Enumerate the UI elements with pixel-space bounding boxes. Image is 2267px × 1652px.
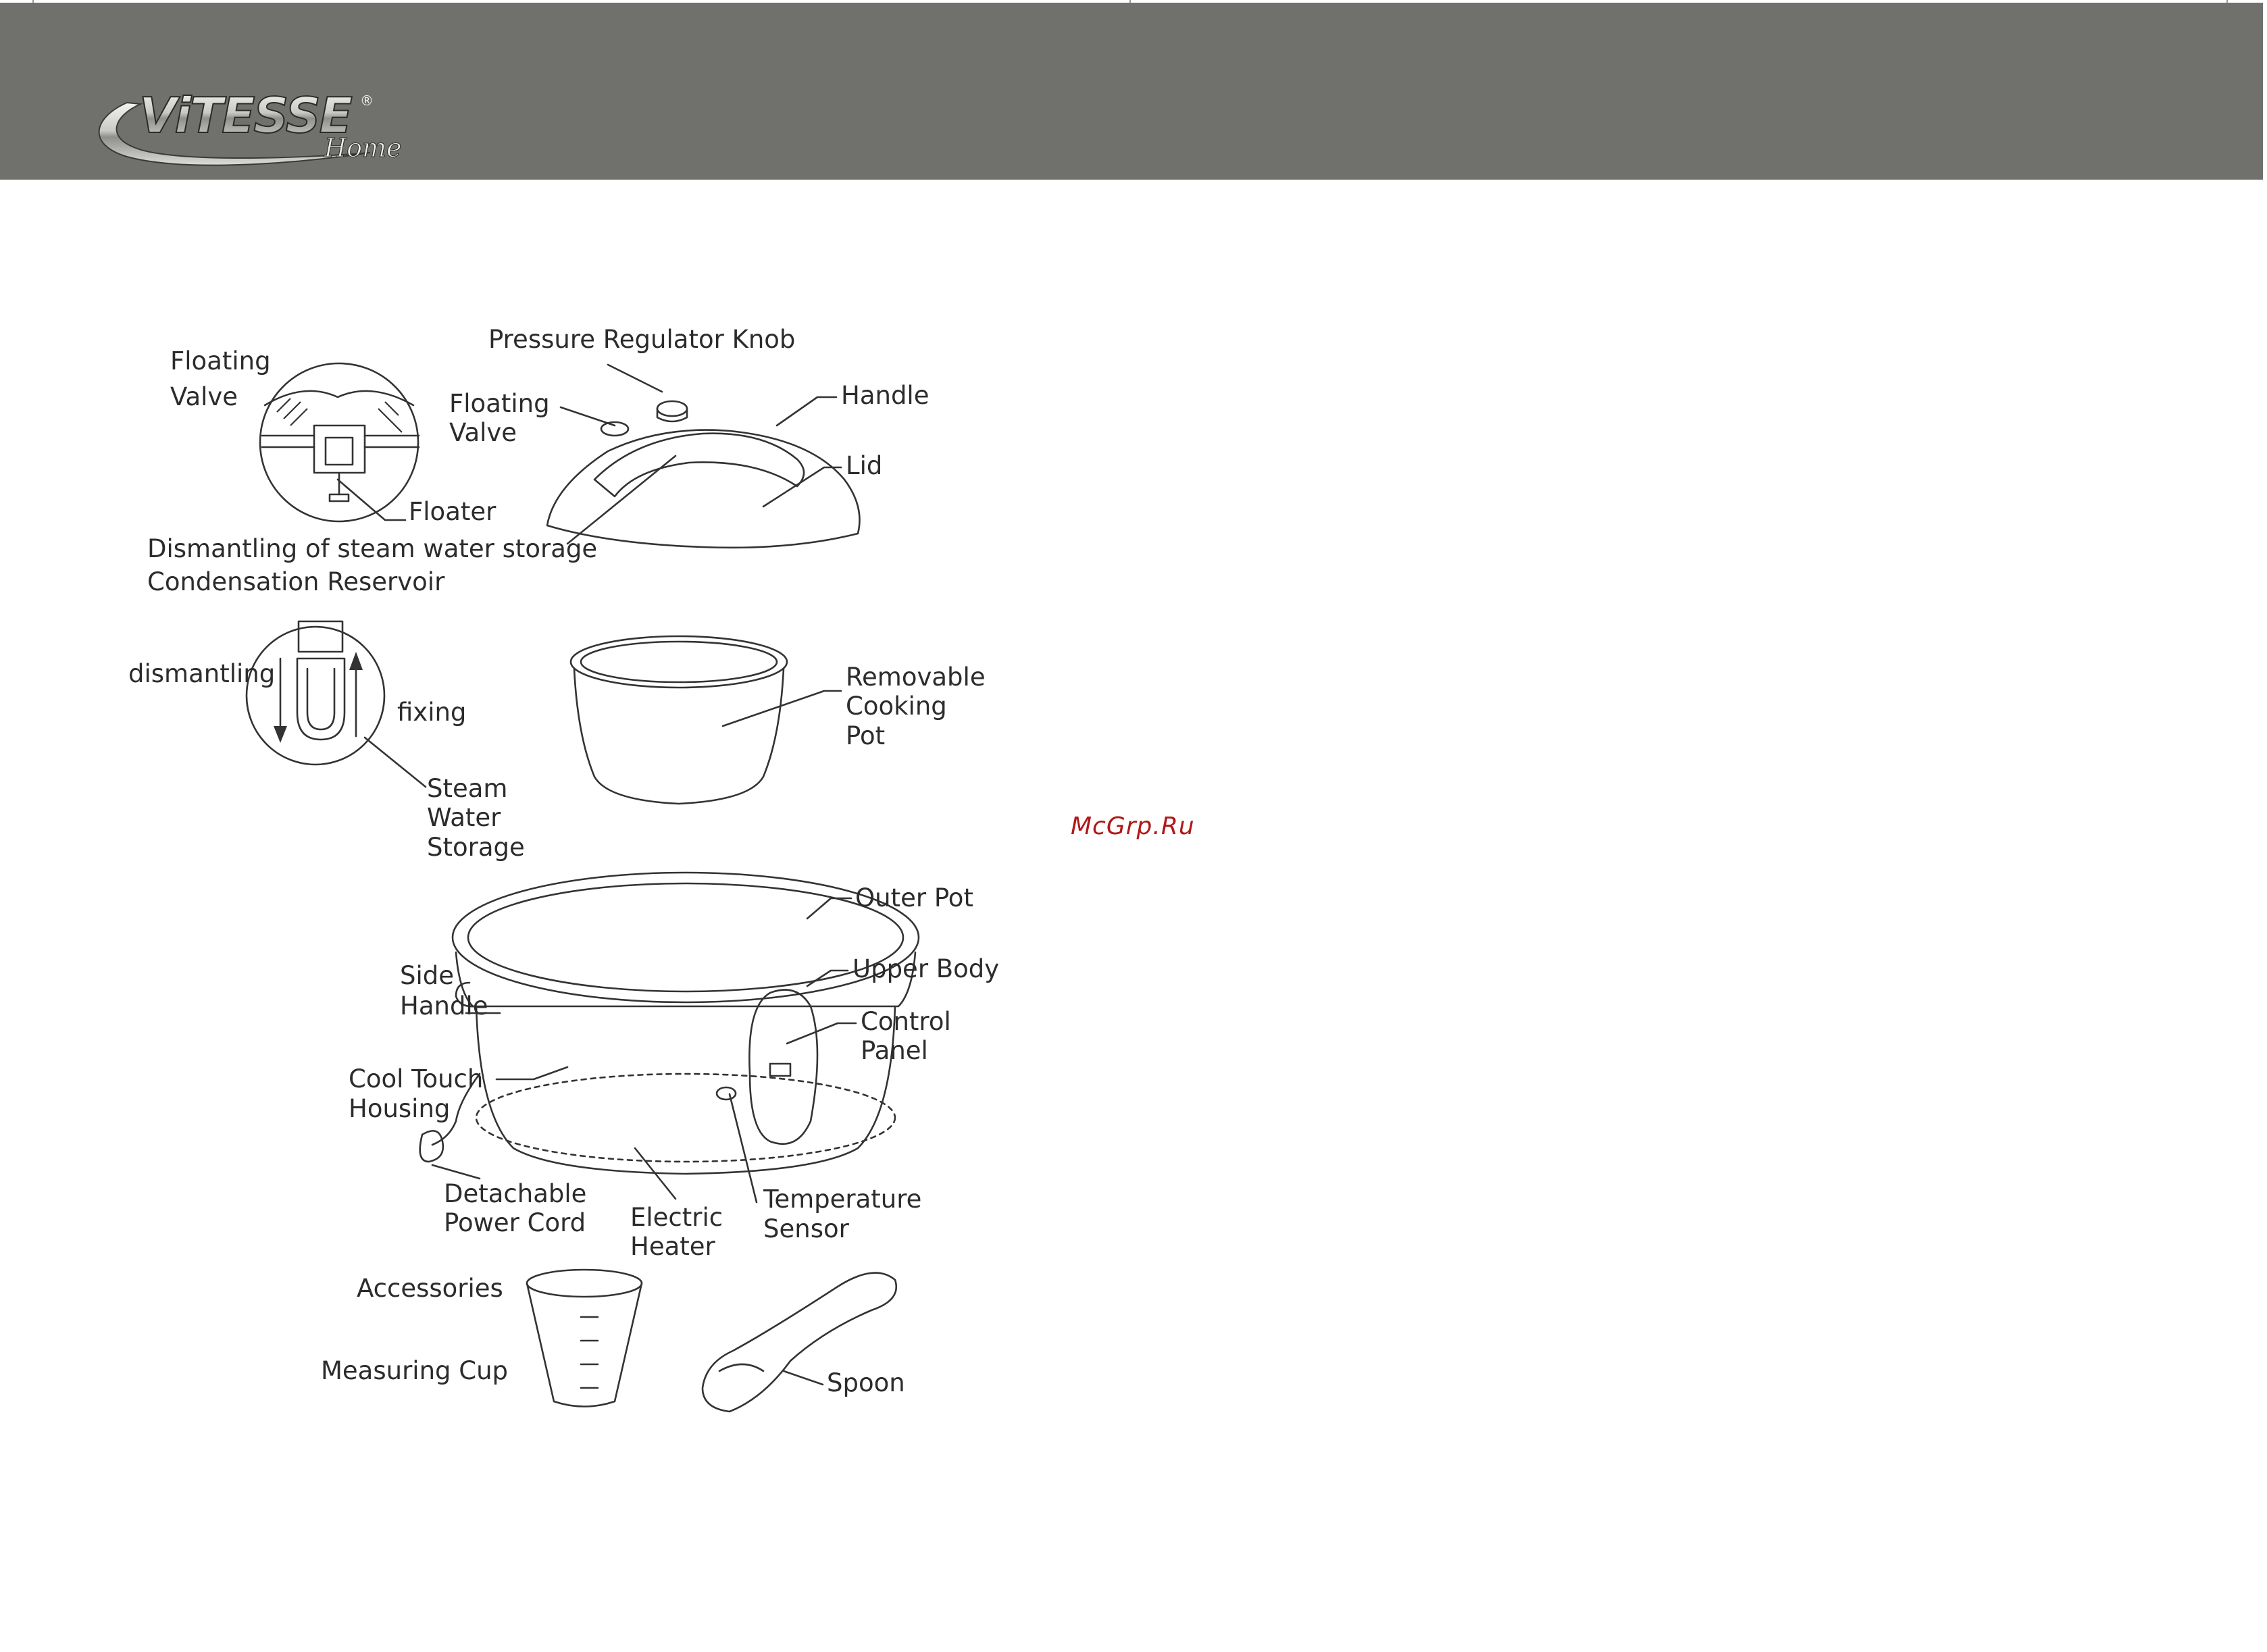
label-detachable-power-cord: Detachable — [444, 1179, 587, 1208]
label-outer-pot: Outer Pot — [855, 883, 973, 912]
label-steam-water-storage: Steam — [427, 774, 508, 803]
label-dismantling: dismantling — [128, 659, 276, 688]
label-measuring-cup: Measuring Cup — [321, 1356, 509, 1385]
floating-valve-detail-illustration — [260, 363, 419, 521]
label-floating-valve: Floating — [449, 389, 550, 418]
label-pressure-regulator-knob: Pressure Regulator Knob — [488, 325, 796, 354]
label-removable-cooking-pot-2: Cooking — [846, 692, 947, 721]
cooker-parts-diagram — [81, 317, 1040, 1432]
label-handle: Handle — [841, 381, 929, 410]
label-control-panel: Control — [861, 1007, 951, 1036]
label-cool-touch-housing-2: Housing — [349, 1094, 451, 1123]
watermark: McGrp.Ru — [1071, 812, 1195, 840]
steam-water-storage-illustration — [247, 621, 384, 765]
label-floating-valve-2: Valve — [449, 418, 517, 447]
label-dismantling-steam: Dismantling of steam water storage — [147, 534, 598, 563]
label-detachable-power-cord-2: Power Cord — [444, 1208, 586, 1237]
label-electric-heater: Electric — [630, 1203, 723, 1232]
label-removable-cooking-pot: Removable — [846, 663, 986, 692]
label-floater: Floater — [409, 497, 496, 526]
label-electric-heater-2: Heater — [630, 1232, 715, 1261]
brand-sub-text: Home — [324, 133, 402, 163]
label-side-handle: Side — [400, 961, 455, 990]
label-floating-valve-detail-2: Valve — [170, 382, 238, 411]
label-temperature-sensor-2: Sensor — [763, 1214, 849, 1243]
label-accessories: Accessories — [357, 1274, 503, 1303]
label-side-handle-2: Handle — [400, 991, 488, 1021]
label-upper-body: Upper Body — [852, 954, 1000, 983]
label-control-panel-2: Panel — [861, 1036, 928, 1065]
label-spoon: Spoon — [827, 1368, 905, 1397]
label-condensation-reservoir: Condensation Reservoir — [147, 567, 445, 596]
measuring-cup-illustration — [527, 1270, 642, 1407]
registered-mark: ® — [360, 93, 374, 109]
label-steam-water-storage-3: Storage — [427, 833, 525, 862]
header-band — [0, 3, 2263, 180]
pressure-regulator-knob-illustration — [657, 401, 687, 416]
label-floating-valve-detail: Floating — [170, 346, 271, 376]
lid-illustration — [547, 422, 860, 548]
label-fixing: fixing — [397, 698, 467, 727]
brand-logo-text: ViTESSE — [139, 87, 351, 144]
label-removable-cooking-pot-3: Pot — [846, 721, 886, 750]
vitesse-home-logo — [86, 77, 411, 172]
removable-cooking-pot-illustration — [571, 636, 787, 804]
label-temperature-sensor: Temperature — [763, 1185, 922, 1214]
label-steam-water-storage-2: Water — [427, 803, 501, 832]
label-lid: Lid — [846, 451, 883, 480]
label-cool-touch-housing: Cool Touch — [349, 1064, 484, 1093]
